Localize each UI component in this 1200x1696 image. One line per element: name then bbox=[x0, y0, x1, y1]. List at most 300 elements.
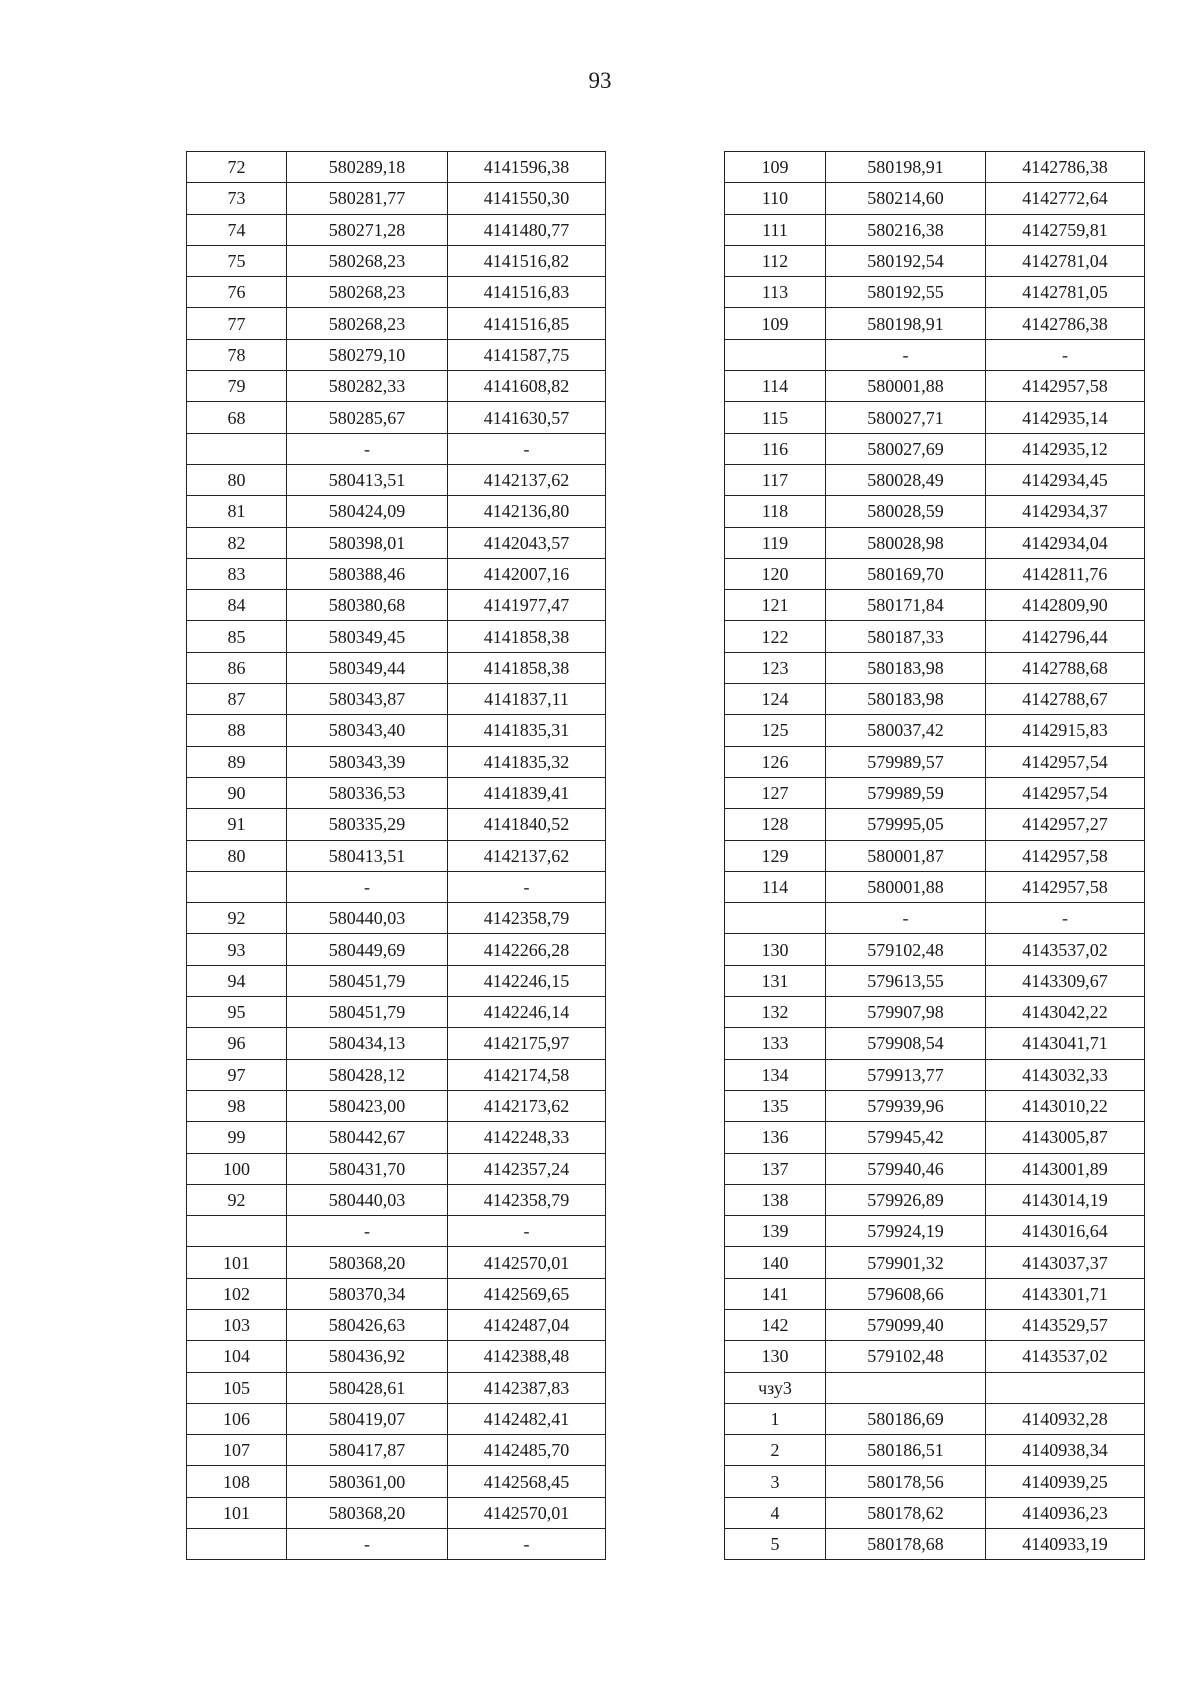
x-coordinate-cell: 579945,42 bbox=[826, 1122, 986, 1153]
point-number-cell: 91 bbox=[187, 809, 287, 840]
point-number-cell: 132 bbox=[725, 997, 826, 1028]
y-coordinate-cell: 4141596,38 bbox=[448, 152, 606, 183]
table-row bbox=[725, 402, 1145, 433]
x-coordinate-cell: 580349,44 bbox=[287, 652, 448, 683]
x-coordinate-cell: 580028,59 bbox=[826, 496, 986, 527]
table-row bbox=[725, 1403, 1145, 1434]
x-coordinate-cell: 579908,54 bbox=[826, 1028, 986, 1059]
x-coordinate-cell: 580192,55 bbox=[826, 277, 986, 308]
table-row bbox=[187, 1153, 606, 1184]
table-row bbox=[187, 1403, 606, 1434]
point-number-cell: 124 bbox=[725, 684, 826, 715]
x-coordinate-cell: 579099,40 bbox=[826, 1309, 986, 1340]
y-coordinate-cell: 4143309,67 bbox=[986, 965, 1145, 996]
x-coordinate-cell: 580434,13 bbox=[287, 1028, 448, 1059]
table-row bbox=[187, 746, 606, 777]
y-coordinate-cell: 4143537,02 bbox=[986, 934, 1145, 965]
x-coordinate-cell: 580178,56 bbox=[826, 1466, 986, 1497]
y-coordinate-cell: 4141858,38 bbox=[448, 652, 606, 683]
right-coordinates-table bbox=[724, 151, 1145, 1560]
y-coordinate-cell: 4140939,25 bbox=[986, 1466, 1145, 1497]
y-coordinate-cell: 4143016,64 bbox=[986, 1216, 1145, 1247]
point-number-cell: 108 bbox=[187, 1466, 287, 1497]
x-coordinate-cell: 580380,68 bbox=[287, 590, 448, 621]
x-coordinate-cell: - bbox=[287, 433, 448, 464]
x-coordinate-cell: 579608,66 bbox=[826, 1278, 986, 1309]
point-number-cell: 137 bbox=[725, 1153, 826, 1184]
table-row bbox=[725, 433, 1145, 464]
y-coordinate-cell: 4142487,04 bbox=[448, 1309, 606, 1340]
table-row bbox=[187, 871, 606, 902]
x-coordinate-cell: 580001,88 bbox=[826, 371, 986, 402]
table-row bbox=[187, 152, 606, 183]
point-number-cell: 84 bbox=[187, 590, 287, 621]
point-number-cell: 102 bbox=[187, 1278, 287, 1309]
point-number-cell: 104 bbox=[187, 1341, 287, 1372]
y-coordinate-cell: 4142137,62 bbox=[448, 840, 606, 871]
y-coordinate-cell: 4141516,85 bbox=[448, 308, 606, 339]
table-row bbox=[725, 558, 1145, 589]
x-coordinate-cell: 580349,45 bbox=[287, 621, 448, 652]
y-coordinate-cell: 4142136,80 bbox=[448, 496, 606, 527]
y-coordinate-cell: 4143005,87 bbox=[986, 1122, 1145, 1153]
y-coordinate-cell: 4143041,71 bbox=[986, 1028, 1145, 1059]
point-number-cell: 118 bbox=[725, 496, 826, 527]
table-row bbox=[187, 183, 606, 214]
x-coordinate-cell: - bbox=[826, 339, 986, 370]
point-number-cell: 107 bbox=[187, 1435, 287, 1466]
table-row bbox=[187, 777, 606, 808]
y-coordinate-cell: 4140933,19 bbox=[986, 1529, 1145, 1560]
table-row bbox=[187, 1341, 606, 1372]
table-row bbox=[725, 1529, 1145, 1560]
x-coordinate-cell: 580451,79 bbox=[287, 997, 448, 1028]
point-number-cell: 82 bbox=[187, 527, 287, 558]
y-coordinate-cell: 4142935,12 bbox=[986, 433, 1145, 464]
table-row bbox=[187, 496, 606, 527]
y-coordinate-cell: 4142786,38 bbox=[986, 308, 1145, 339]
point-number-cell: 94 bbox=[187, 965, 287, 996]
x-coordinate-cell: 580426,63 bbox=[287, 1309, 448, 1340]
point-number-cell: 68 bbox=[187, 402, 287, 433]
point-number-cell: 109 bbox=[725, 308, 826, 339]
point-number-cell: 121 bbox=[725, 590, 826, 621]
x-coordinate-cell: - bbox=[287, 1529, 448, 1560]
x-coordinate-cell: 580268,23 bbox=[287, 245, 448, 276]
table-row bbox=[725, 245, 1145, 276]
point-number-cell: 115 bbox=[725, 402, 826, 433]
y-coordinate-cell: 4140936,23 bbox=[986, 1497, 1145, 1528]
x-coordinate-cell: 580413,51 bbox=[287, 840, 448, 871]
table-row bbox=[725, 871, 1145, 902]
y-coordinate-cell: 4141858,38 bbox=[448, 621, 606, 652]
point-number-cell: 131 bbox=[725, 965, 826, 996]
y-coordinate-cell: 4142173,62 bbox=[448, 1090, 606, 1121]
table-row bbox=[725, 621, 1145, 652]
point-number-cell: 133 bbox=[725, 1028, 826, 1059]
x-coordinate-cell: 580186,69 bbox=[826, 1403, 986, 1434]
point-number-cell: 98 bbox=[187, 1090, 287, 1121]
y-coordinate-cell: 4140932,28 bbox=[986, 1403, 1145, 1434]
x-coordinate-cell: 580343,39 bbox=[287, 746, 448, 777]
y-coordinate-cell: 4142174,58 bbox=[448, 1059, 606, 1090]
point-number-cell: 111 bbox=[725, 214, 826, 245]
point-number-cell: 142 bbox=[725, 1309, 826, 1340]
point-number-cell: 4 bbox=[725, 1497, 826, 1528]
point-number-cell: 125 bbox=[725, 715, 826, 746]
point-number-cell: 114 bbox=[725, 871, 826, 902]
y-coordinate-cell: 4141835,31 bbox=[448, 715, 606, 746]
table-row bbox=[725, 997, 1145, 1028]
point-number-cell: 3 bbox=[725, 1466, 826, 1497]
y-coordinate-cell: 4142570,01 bbox=[448, 1497, 606, 1528]
y-coordinate-cell: 4143010,22 bbox=[986, 1090, 1145, 1121]
point-number-cell: 119 bbox=[725, 527, 826, 558]
x-coordinate-cell: 580440,03 bbox=[287, 1184, 448, 1215]
x-coordinate-cell: 579995,05 bbox=[826, 809, 986, 840]
x-coordinate-cell: 580281,77 bbox=[287, 183, 448, 214]
y-coordinate-cell: 4142957,58 bbox=[986, 871, 1145, 902]
table-row bbox=[187, 464, 606, 495]
x-coordinate-cell: 580268,23 bbox=[287, 277, 448, 308]
x-coordinate-cell: 579989,57 bbox=[826, 746, 986, 777]
point-number-cell: 76 bbox=[187, 277, 287, 308]
left-table-body bbox=[187, 152, 606, 1560]
point-number-cell: 5 bbox=[725, 1529, 826, 1560]
table-row bbox=[187, 402, 606, 433]
x-coordinate-cell: 580442,67 bbox=[287, 1122, 448, 1153]
x-coordinate-cell: 580001,88 bbox=[826, 871, 986, 902]
point-number-cell bbox=[187, 1216, 287, 1247]
x-coordinate-cell: 580368,20 bbox=[287, 1497, 448, 1528]
x-coordinate-cell: 580335,29 bbox=[287, 809, 448, 840]
point-number-cell: 136 bbox=[725, 1122, 826, 1153]
point-number-cell: 114 bbox=[725, 371, 826, 402]
x-coordinate-cell: 580169,70 bbox=[826, 558, 986, 589]
y-coordinate-cell: 4143032,33 bbox=[986, 1059, 1145, 1090]
point-number-cell: 127 bbox=[725, 777, 826, 808]
point-number-cell: 112 bbox=[725, 245, 826, 276]
point-number-cell bbox=[187, 871, 287, 902]
right-table-body bbox=[725, 152, 1145, 1560]
page-number: 93 bbox=[588, 68, 612, 93]
table-row bbox=[187, 1529, 606, 1560]
table-row bbox=[187, 715, 606, 746]
y-coordinate-cell: 4141839,41 bbox=[448, 777, 606, 808]
table-row bbox=[187, 903, 606, 934]
point-number-cell: 80 bbox=[187, 840, 287, 871]
y-coordinate-cell: 4142043,57 bbox=[448, 527, 606, 558]
x-coordinate-cell: 579989,59 bbox=[826, 777, 986, 808]
point-number-cell: 88 bbox=[187, 715, 287, 746]
table-row bbox=[725, 903, 1145, 934]
y-coordinate-cell: 4142485,70 bbox=[448, 1435, 606, 1466]
x-coordinate-cell: 580037,42 bbox=[826, 715, 986, 746]
y-coordinate-cell: 4142915,83 bbox=[986, 715, 1145, 746]
x-coordinate-cell: 580436,92 bbox=[287, 1341, 448, 1372]
table-row bbox=[725, 1341, 1145, 1372]
x-coordinate-cell: 580178,68 bbox=[826, 1529, 986, 1560]
table-row bbox=[187, 997, 606, 1028]
y-coordinate-cell: 4141516,83 bbox=[448, 277, 606, 308]
y-coordinate-cell: 4141587,75 bbox=[448, 339, 606, 370]
table-row bbox=[187, 1122, 606, 1153]
y-coordinate-cell: 4142248,33 bbox=[448, 1122, 606, 1153]
x-coordinate-cell: 580423,00 bbox=[287, 1090, 448, 1121]
table-row bbox=[187, 684, 606, 715]
table-row bbox=[725, 809, 1145, 840]
x-coordinate-cell: - bbox=[287, 1216, 448, 1247]
y-coordinate-cell: 4142007,16 bbox=[448, 558, 606, 589]
point-number-cell: 100 bbox=[187, 1153, 287, 1184]
x-coordinate-cell: 580271,28 bbox=[287, 214, 448, 245]
point-number-cell: 85 bbox=[187, 621, 287, 652]
y-coordinate-cell: 4143301,71 bbox=[986, 1278, 1145, 1309]
point-number-cell: 141 bbox=[725, 1278, 826, 1309]
y-coordinate-cell: 4142137,62 bbox=[448, 464, 606, 495]
x-coordinate-cell: 580282,33 bbox=[287, 371, 448, 402]
x-coordinate-cell: 580214,60 bbox=[826, 183, 986, 214]
table-row bbox=[725, 152, 1145, 183]
x-coordinate-cell: 579102,48 bbox=[826, 1341, 986, 1372]
x-coordinate-cell: 580388,46 bbox=[287, 558, 448, 589]
y-coordinate-cell: 4142811,76 bbox=[986, 558, 1145, 589]
table-row bbox=[725, 308, 1145, 339]
x-coordinate-cell: - bbox=[826, 903, 986, 934]
point-number-cell: 2 bbox=[725, 1435, 826, 1466]
y-coordinate-cell: 4142788,67 bbox=[986, 684, 1145, 715]
point-number-cell: 120 bbox=[725, 558, 826, 589]
table-row bbox=[187, 1090, 606, 1121]
table-row bbox=[187, 558, 606, 589]
point-number-cell: 109 bbox=[725, 152, 826, 183]
table-row bbox=[187, 1059, 606, 1090]
x-coordinate-cell: 580289,18 bbox=[287, 152, 448, 183]
x-coordinate-cell: 580192,54 bbox=[826, 245, 986, 276]
x-coordinate-cell: 580186,51 bbox=[826, 1435, 986, 1466]
table-row bbox=[725, 715, 1145, 746]
point-number-cell: 92 bbox=[187, 1184, 287, 1215]
y-coordinate-cell: 4141977,47 bbox=[448, 590, 606, 621]
point-number-cell: 95 bbox=[187, 997, 287, 1028]
table-row bbox=[187, 371, 606, 402]
x-coordinate-cell: 580279,10 bbox=[287, 339, 448, 370]
table-row bbox=[725, 371, 1145, 402]
table-row bbox=[725, 214, 1145, 245]
table-row bbox=[725, 1309, 1145, 1340]
x-coordinate-cell: 580370,34 bbox=[287, 1278, 448, 1309]
table-row bbox=[725, 1466, 1145, 1497]
y-coordinate-cell: 4142569,65 bbox=[448, 1278, 606, 1309]
point-number-cell: 101 bbox=[187, 1247, 287, 1278]
table-row bbox=[187, 1497, 606, 1528]
table-row bbox=[187, 527, 606, 558]
y-coordinate-cell: - bbox=[448, 1529, 606, 1560]
x-coordinate-cell: 580178,62 bbox=[826, 1497, 986, 1528]
x-coordinate-cell: 579939,96 bbox=[826, 1090, 986, 1121]
x-coordinate-cell: 579907,98 bbox=[826, 997, 986, 1028]
table-row bbox=[725, 277, 1145, 308]
table-row bbox=[725, 684, 1145, 715]
table-row bbox=[187, 1466, 606, 1497]
point-number-cell: 75 bbox=[187, 245, 287, 276]
table-row bbox=[725, 496, 1145, 527]
table-row bbox=[725, 1372, 1145, 1403]
table-row bbox=[187, 1184, 606, 1215]
table-row bbox=[725, 183, 1145, 214]
y-coordinate-cell: 4142246,14 bbox=[448, 997, 606, 1028]
x-coordinate-cell: 580171,84 bbox=[826, 590, 986, 621]
point-number-cell: 90 bbox=[187, 777, 287, 808]
y-coordinate-cell: 4142809,90 bbox=[986, 590, 1145, 621]
x-coordinate-cell: 580417,87 bbox=[287, 1435, 448, 1466]
point-number-cell: 139 bbox=[725, 1216, 826, 1247]
point-number-cell: 92 bbox=[187, 903, 287, 934]
point-number-cell: 87 bbox=[187, 684, 287, 715]
x-coordinate-cell: 580413,51 bbox=[287, 464, 448, 495]
point-number-cell: 79 bbox=[187, 371, 287, 402]
point-number-cell: 77 bbox=[187, 308, 287, 339]
table-row bbox=[725, 527, 1145, 558]
y-coordinate-cell: - bbox=[448, 433, 606, 464]
y-coordinate-cell: 4142246,15 bbox=[448, 965, 606, 996]
x-coordinate-cell: 579940,46 bbox=[826, 1153, 986, 1184]
x-coordinate-cell bbox=[826, 1372, 986, 1403]
point-number-cell: 78 bbox=[187, 339, 287, 370]
y-coordinate-cell: 4142788,68 bbox=[986, 652, 1145, 683]
point-number-cell bbox=[725, 339, 826, 370]
y-coordinate-cell: 4142357,24 bbox=[448, 1153, 606, 1184]
y-coordinate-cell: 4141837,11 bbox=[448, 684, 606, 715]
y-coordinate-cell: 4143537,02 bbox=[986, 1341, 1145, 1372]
x-coordinate-cell: 580449,69 bbox=[287, 934, 448, 965]
y-coordinate-cell: 4142957,58 bbox=[986, 371, 1145, 402]
left-coordinates-table bbox=[186, 151, 606, 1560]
y-coordinate-cell: 4141608,82 bbox=[448, 371, 606, 402]
point-number-cell: 83 bbox=[187, 558, 287, 589]
point-number-cell: 110 bbox=[725, 183, 826, 214]
table-row bbox=[725, 1216, 1145, 1247]
y-coordinate-cell: 4142570,01 bbox=[448, 1247, 606, 1278]
table-row bbox=[725, 1247, 1145, 1278]
x-coordinate-cell: 580343,40 bbox=[287, 715, 448, 746]
y-coordinate-cell: 4142934,37 bbox=[986, 496, 1145, 527]
point-number-cell: чзу3 bbox=[725, 1372, 826, 1403]
table-row bbox=[725, 1122, 1145, 1153]
point-number-cell: 105 bbox=[187, 1372, 287, 1403]
point-number-cell: 99 bbox=[187, 1122, 287, 1153]
y-coordinate-cell: 4142568,45 bbox=[448, 1466, 606, 1497]
table-row bbox=[187, 934, 606, 965]
y-coordinate-cell: 4142796,44 bbox=[986, 621, 1145, 652]
x-coordinate-cell: 579913,77 bbox=[826, 1059, 986, 1090]
y-coordinate-cell: 4142772,64 bbox=[986, 183, 1145, 214]
table-row bbox=[725, 1497, 1145, 1528]
point-number-cell: 89 bbox=[187, 746, 287, 777]
x-coordinate-cell: 580198,91 bbox=[826, 308, 986, 339]
table-row bbox=[725, 777, 1145, 808]
point-number-cell: 129 bbox=[725, 840, 826, 871]
y-coordinate-cell: - bbox=[448, 871, 606, 902]
x-coordinate-cell: 579613,55 bbox=[826, 965, 986, 996]
point-number-cell bbox=[725, 903, 826, 934]
table-row bbox=[187, 308, 606, 339]
x-coordinate-cell: 580451,79 bbox=[287, 965, 448, 996]
y-coordinate-cell: - bbox=[986, 339, 1145, 370]
x-coordinate-cell: 579926,89 bbox=[826, 1184, 986, 1215]
y-coordinate-cell: 4142482,41 bbox=[448, 1403, 606, 1434]
x-coordinate-cell: 580398,01 bbox=[287, 527, 448, 558]
y-coordinate-cell: 4141630,57 bbox=[448, 402, 606, 433]
table-row bbox=[725, 1059, 1145, 1090]
x-coordinate-cell: 580428,61 bbox=[287, 1372, 448, 1403]
x-coordinate-cell: - bbox=[287, 871, 448, 902]
table-row bbox=[187, 245, 606, 276]
table-row bbox=[187, 840, 606, 871]
x-coordinate-cell: 580198,91 bbox=[826, 152, 986, 183]
table-row bbox=[187, 1309, 606, 1340]
table-row bbox=[725, 464, 1145, 495]
y-coordinate-cell: 4142387,83 bbox=[448, 1372, 606, 1403]
table-row bbox=[187, 1216, 606, 1247]
point-number-cell: 122 bbox=[725, 621, 826, 652]
x-coordinate-cell: 580027,69 bbox=[826, 433, 986, 464]
point-number-cell: 96 bbox=[187, 1028, 287, 1059]
y-coordinate-cell: 4142957,54 bbox=[986, 746, 1145, 777]
point-number-cell: 123 bbox=[725, 652, 826, 683]
point-number-cell: 86 bbox=[187, 652, 287, 683]
table-row bbox=[725, 840, 1145, 871]
table-row bbox=[725, 1435, 1145, 1466]
y-coordinate-cell: - bbox=[986, 903, 1145, 934]
y-coordinate-cell: 4142957,58 bbox=[986, 840, 1145, 871]
y-coordinate-cell: 4143529,57 bbox=[986, 1309, 1145, 1340]
table-row bbox=[187, 652, 606, 683]
y-coordinate-cell: 4142759,81 bbox=[986, 214, 1145, 245]
table-row bbox=[187, 590, 606, 621]
point-number-cell: 81 bbox=[187, 496, 287, 527]
point-number-cell bbox=[187, 433, 287, 464]
y-coordinate-cell: 4143014,19 bbox=[986, 1184, 1145, 1215]
y-coordinate-cell: 4142358,79 bbox=[448, 903, 606, 934]
x-coordinate-cell: 579901,32 bbox=[826, 1247, 986, 1278]
x-coordinate-cell: 580424,09 bbox=[287, 496, 448, 527]
x-coordinate-cell: 580285,67 bbox=[287, 402, 448, 433]
table-row bbox=[725, 1090, 1145, 1121]
table-row bbox=[725, 652, 1145, 683]
table-row bbox=[725, 965, 1145, 996]
y-coordinate-cell: 4142934,04 bbox=[986, 527, 1145, 558]
point-number-cell: 80 bbox=[187, 464, 287, 495]
table-row bbox=[187, 1372, 606, 1403]
y-coordinate-cell: 4141840,52 bbox=[448, 809, 606, 840]
y-coordinate-cell: 4141835,32 bbox=[448, 746, 606, 777]
x-coordinate-cell: 580343,87 bbox=[287, 684, 448, 715]
x-coordinate-cell: 580028,98 bbox=[826, 527, 986, 558]
point-number-cell: 116 bbox=[725, 433, 826, 464]
point-number-cell: 128 bbox=[725, 809, 826, 840]
y-coordinate-cell: 4142781,04 bbox=[986, 245, 1145, 276]
x-coordinate-cell: 580001,87 bbox=[826, 840, 986, 871]
point-number-cell: 126 bbox=[725, 746, 826, 777]
point-number-cell: 73 bbox=[187, 183, 287, 214]
y-coordinate-cell: 4143042,22 bbox=[986, 997, 1145, 1028]
point-number-cell: 72 bbox=[187, 152, 287, 183]
x-coordinate-cell: 580368,20 bbox=[287, 1247, 448, 1278]
table-row bbox=[187, 965, 606, 996]
table-row bbox=[187, 1278, 606, 1309]
y-coordinate-cell: 4142935,14 bbox=[986, 402, 1145, 433]
